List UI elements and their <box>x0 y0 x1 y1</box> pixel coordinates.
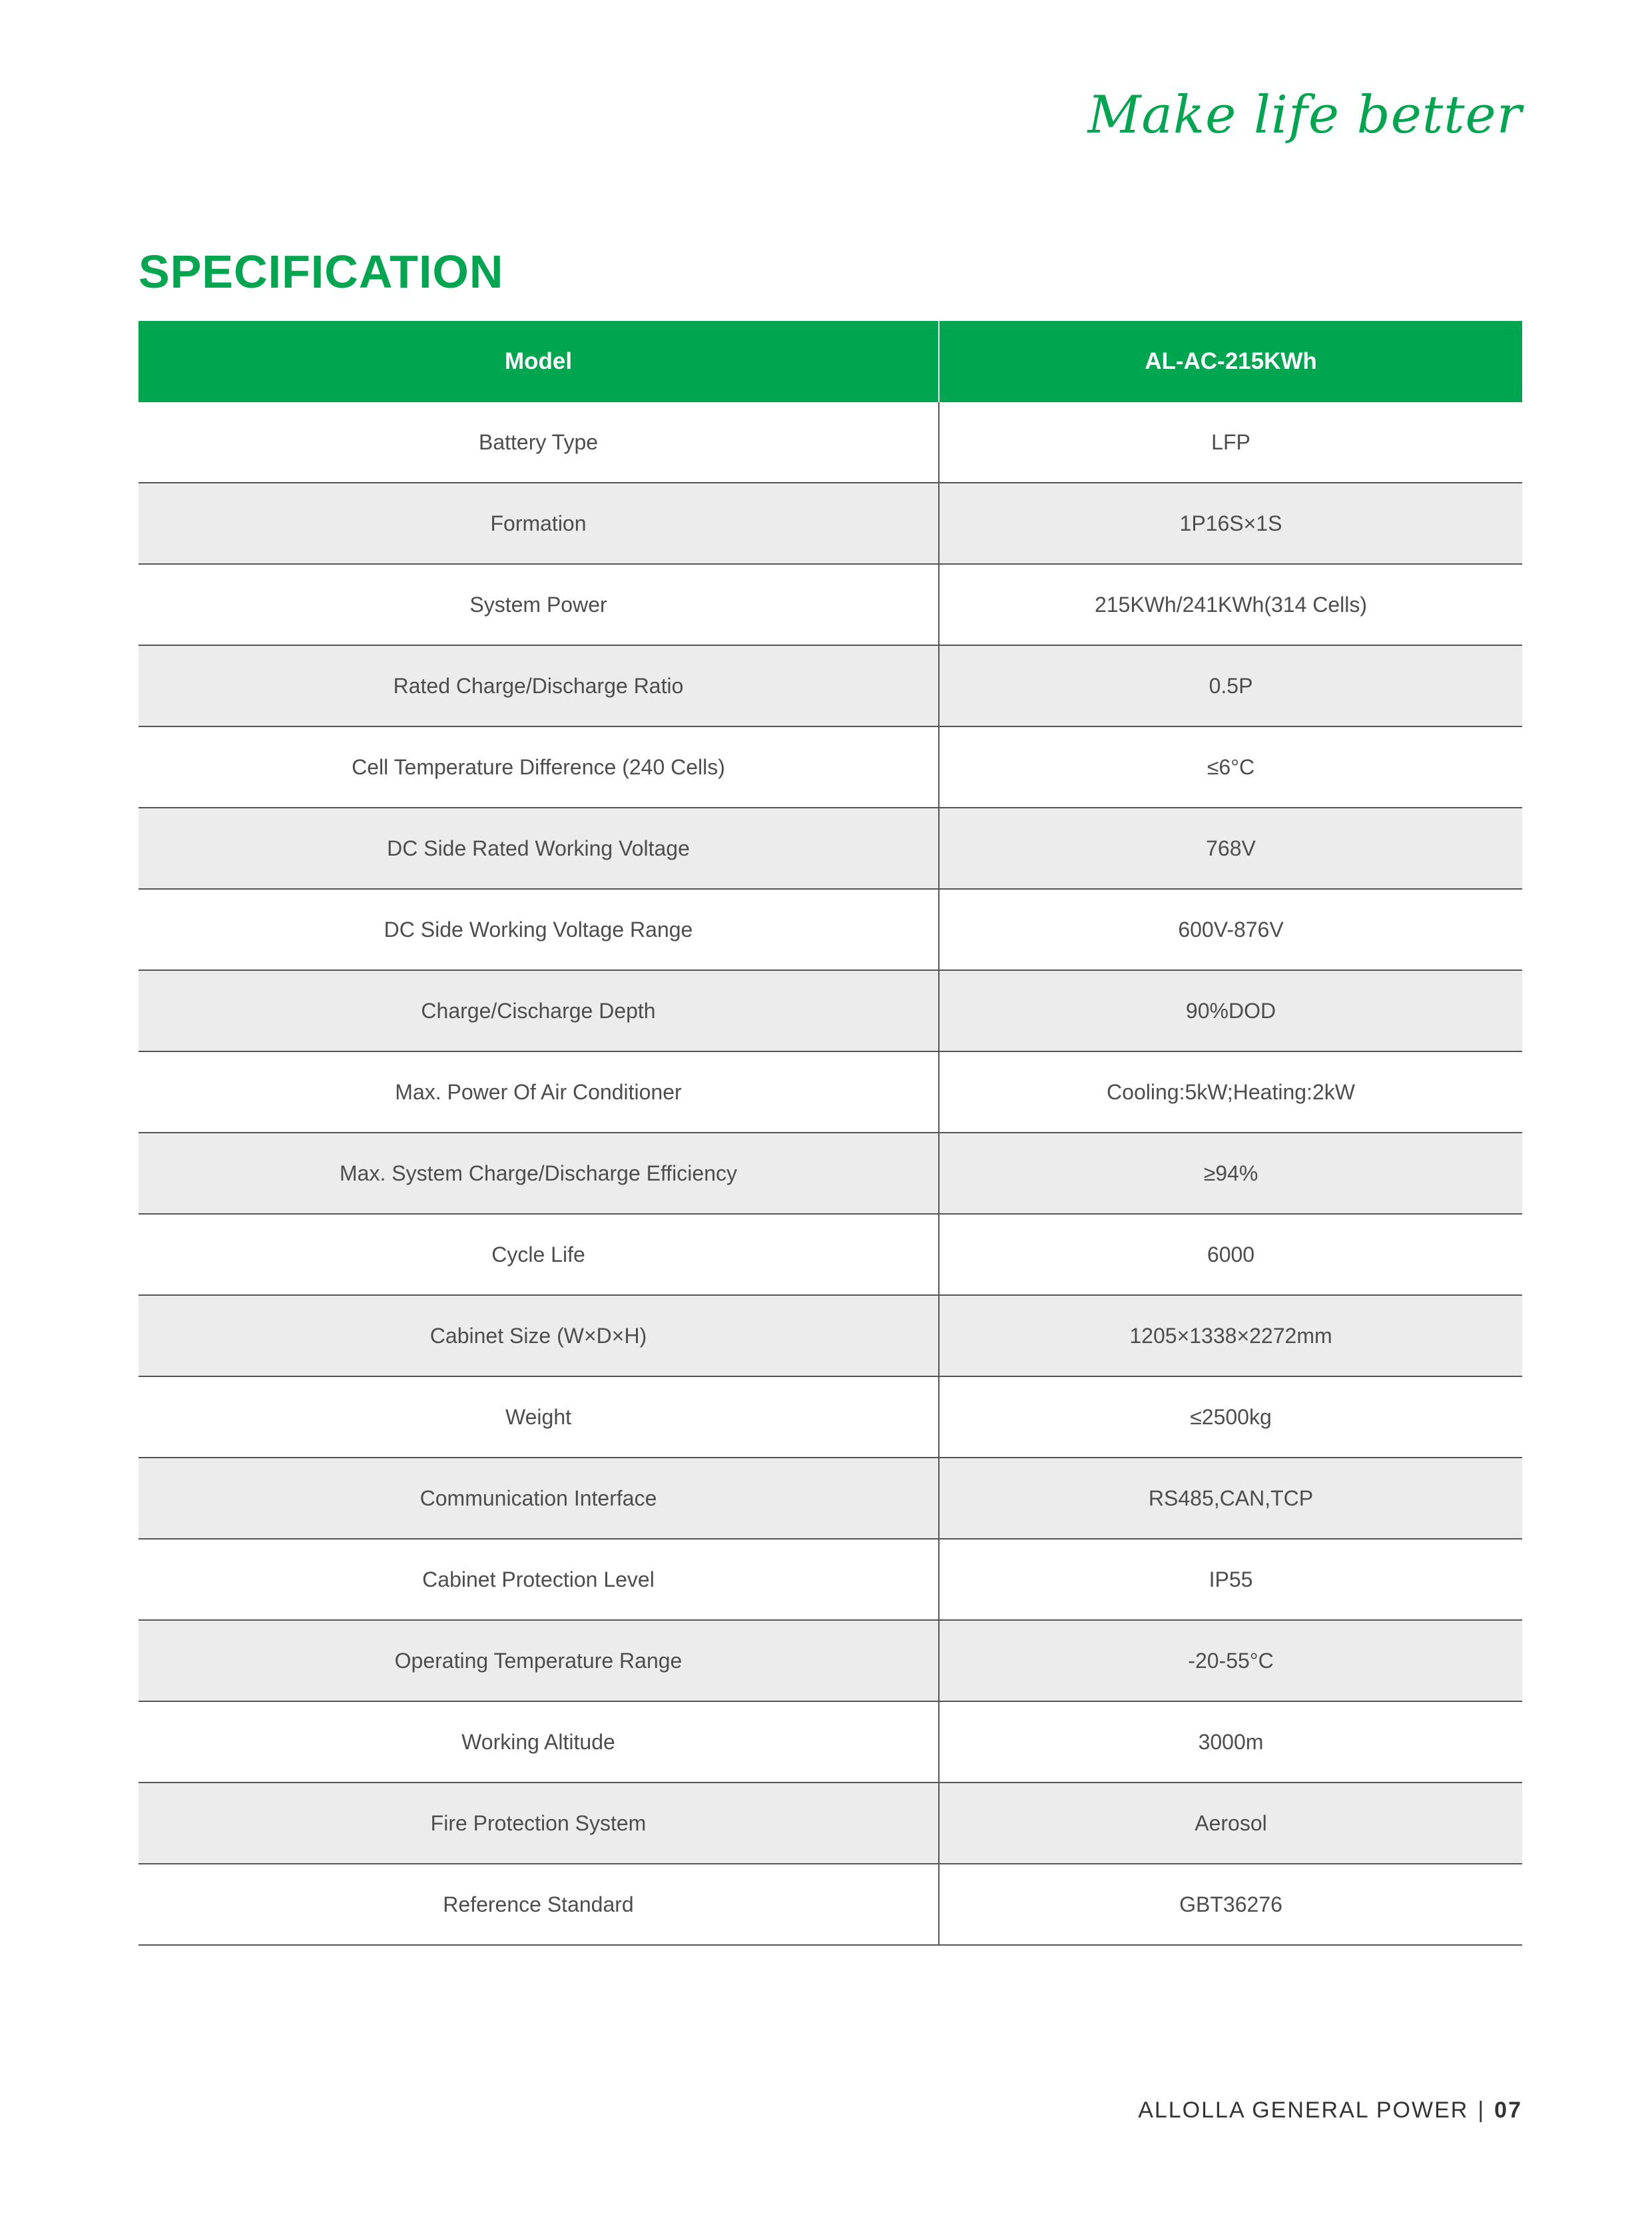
table-row <box>138 1783 1522 1864</box>
table-header-row <box>138 321 1522 402</box>
table-row <box>138 1864 1522 1946</box>
spec-value: 6000 <box>1207 1242 1255 1266</box>
table-row <box>138 646 1522 727</box>
spec-label: Rated Charge/Discharge Ratio <box>138 646 940 726</box>
table-row <box>138 565 1522 646</box>
spec-label: Cabinet Protection Level <box>138 1539 940 1619</box>
spec-label: Cycle Life <box>138 1215 940 1294</box>
spec-value: RS485,CAN,TCP <box>1148 1486 1314 1510</box>
table-body <box>138 402 1522 1946</box>
spec-label: Cell Temperature Difference (240 Cells) <box>138 727 940 807</box>
spec-value: LFP <box>1211 429 1250 454</box>
footer-separator: | <box>1478 2097 1486 2123</box>
specification-table <box>138 321 1522 1946</box>
page-footer <box>1138 2097 1522 2123</box>
spec-value: 0.5P <box>1209 673 1253 698</box>
spec-value: Cooling:5kW;Heating:2kW <box>1107 1079 1355 1104</box>
spec-value: GBT36276 <box>1179 1892 1282 1916</box>
table-row <box>138 808 1522 890</box>
spec-label: Working Altitude <box>138 1702 940 1782</box>
spec-label: DC Side Working Voltage Range <box>138 890 940 970</box>
spec-label: Cabinet Size (W×D×H) <box>138 1296 940 1376</box>
spec-value: 1P16S×1S <box>1179 511 1282 535</box>
spec-value: ≥94% <box>1203 1161 1258 1185</box>
spec-label: Max. System Charge/Discharge Efficiency <box>138 1133 940 1213</box>
table-row <box>138 1539 1522 1621</box>
spec-value: 215KWh/241KWh(314 Cells) <box>1094 592 1368 617</box>
spec-value: ≤2500kg <box>1190 1404 1272 1429</box>
table-row <box>138 483 1522 565</box>
table-row <box>138 1458 1522 1539</box>
spec-value: 600V-876V <box>1178 917 1284 942</box>
tagline: Make life better <box>1087 85 1522 145</box>
table-row <box>138 727 1522 808</box>
spec-value: -20-55°C <box>1188 1648 1274 1673</box>
page-number: 07 <box>1494 2097 1522 2123</box>
table-row <box>138 1215 1522 1296</box>
spec-value: ≤6°C <box>1207 754 1255 779</box>
table-row <box>138 1702 1522 1783</box>
spec-value: 3000m <box>1198 1729 1264 1754</box>
page-title: SPECIFICATION <box>138 246 504 298</box>
spec-label: Max. Power Of Air Conditioner <box>138 1052 940 1132</box>
table-row <box>138 971 1522 1052</box>
spec-label: DC Side Rated Working Voltage <box>138 808 940 888</box>
spec-label: Charge/Cischarge Depth <box>138 971 940 1051</box>
spec-label: Reference Standard <box>138 1864 940 1944</box>
spec-label: Weight <box>138 1377 940 1457</box>
spec-value: 90%DOD <box>1185 998 1276 1023</box>
column-header-model-value: AL-AC-215KWh <box>1145 348 1317 374</box>
table-row <box>138 1621 1522 1702</box>
table-row <box>138 1052 1522 1133</box>
table-row <box>138 890 1522 971</box>
footer-company: ALLOLLA GENERAL POWER <box>1138 2097 1469 2123</box>
spec-label: Operating Temperature Range <box>138 1621 940 1701</box>
spec-value: Aerosol <box>1195 1810 1267 1835</box>
spec-label: System Power <box>138 565 940 645</box>
spec-value: 1205×1338×2272mm <box>1129 1323 1332 1348</box>
spec-label: Fire Protection System <box>138 1783 940 1863</box>
table-row <box>138 1133 1522 1215</box>
spec-label: Battery Type <box>138 402 940 482</box>
column-header-model: Model <box>138 321 940 402</box>
spec-label: Formation <box>138 483 940 563</box>
spec-value: IP55 <box>1209 1567 1253 1591</box>
table-row <box>138 1377 1522 1458</box>
table-row <box>138 402 1522 483</box>
spec-label: Communication Interface <box>138 1458 940 1538</box>
spec-value: 768V <box>1206 836 1256 860</box>
table-row <box>138 1296 1522 1377</box>
